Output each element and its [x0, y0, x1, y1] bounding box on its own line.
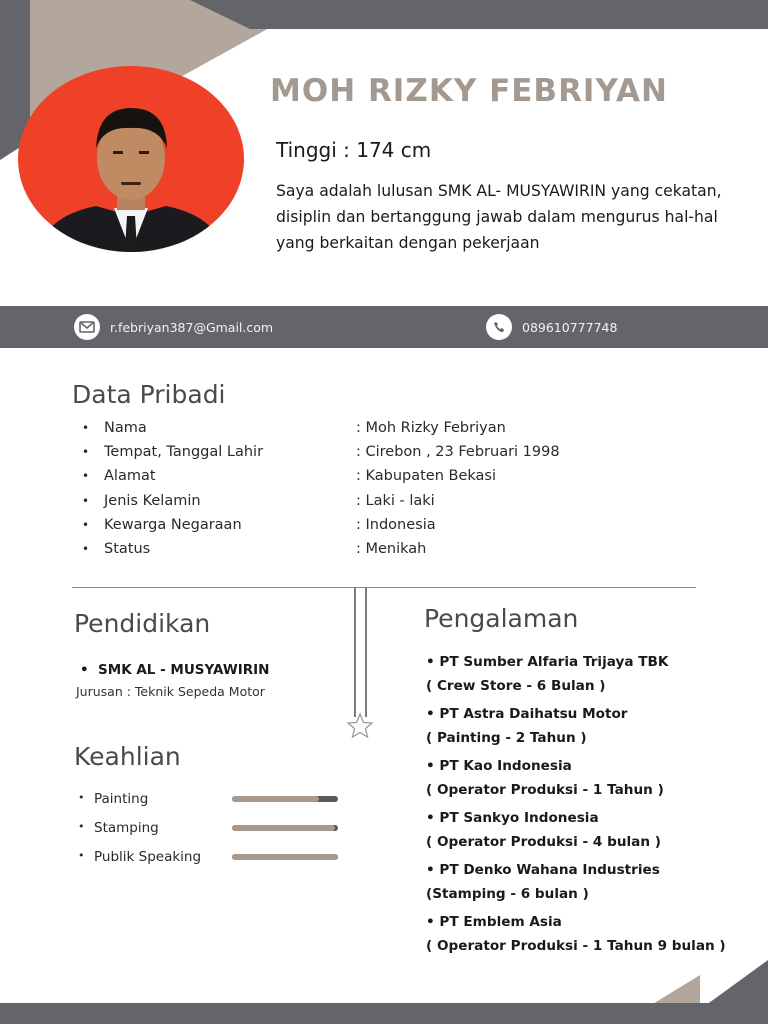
- personal-data-title: Data Pribadi: [72, 380, 226, 409]
- bullet-icon: •: [82, 469, 90, 484]
- profile-photo: [18, 66, 244, 252]
- full-name-heading: MOH RIZKY FEBRIYAN: [270, 73, 668, 109]
- education-major: Jurusan : Teknik Sepeda Motor: [76, 684, 265, 699]
- contact-bar: [0, 306, 768, 348]
- personal-label: Status: [104, 541, 151, 558]
- experience-item: [426, 702, 756, 750]
- experience-company: • PT Astra Daihatsu Motor: [426, 706, 628, 722]
- skill-row: [78, 845, 358, 874]
- phone-text: 089610777748: [522, 319, 618, 335]
- skill-row: [78, 816, 358, 845]
- experience-detail: ( Crew Store - 6 Bulan ): [426, 678, 606, 694]
- skill-name: Stamping: [94, 820, 159, 836]
- experience-company: • PT Sankyo Indonesia: [426, 810, 599, 826]
- phone-contact[interactable]: [486, 306, 617, 348]
- personal-data-list: [82, 416, 682, 561]
- experience-detail: (Stamping - 6 bulan ): [426, 886, 589, 902]
- skill-bar: [232, 825, 338, 831]
- experience-item: [426, 754, 756, 802]
- personal-value: : Menikah: [356, 541, 427, 558]
- bullet-icon: •: [78, 791, 85, 804]
- height-text: Tinggi : 174 cm: [276, 138, 432, 162]
- skill-row: [78, 787, 358, 816]
- personal-row: [82, 537, 682, 561]
- column-divider-right: [365, 587, 367, 717]
- skills-list: [78, 787, 358, 874]
- skills-title: Keahlian: [74, 742, 181, 771]
- personal-label: Nama: [104, 420, 147, 437]
- footer-bar: [0, 1003, 768, 1024]
- personal-row: [82, 464, 682, 488]
- bullet-icon: •: [82, 542, 90, 557]
- profile-summary: Saya adalah lulusan SMK AL- MUSYAWIRIN yang cekatan, disiplin dan bertanggung jawab dalam mengurus hal-hal yang berkaitan dengan pekerjaan: [276, 182, 722, 252]
- experience-list: [426, 650, 756, 962]
- bullet-icon: •: [82, 493, 90, 508]
- personal-value: : Indonesia: [356, 516, 436, 533]
- personal-row: [82, 513, 682, 537]
- skill-bar: [232, 796, 338, 802]
- education-title: Pendidikan: [74, 609, 211, 638]
- person-avatar-icon: [18, 66, 244, 252]
- skill-bar-fill: [232, 796, 319, 802]
- top-right-dark-band: [190, 0, 768, 29]
- skill-bar-fill: [232, 854, 338, 860]
- education-school: [80, 662, 269, 678]
- skill-name: Publik Speaking: [94, 849, 202, 865]
- section-divider: [72, 587, 696, 588]
- skill-bar: [232, 854, 338, 860]
- bullet-icon: •: [82, 517, 90, 532]
- mail-icon: [74, 314, 100, 340]
- whatsapp-icon: [486, 314, 512, 340]
- experience-company: • PT Denko Wahana Industries: [426, 862, 660, 878]
- email-contact[interactable]: [74, 306, 273, 348]
- personal-row: [82, 489, 682, 513]
- experience-company: • PT Emblem Asia: [426, 914, 562, 930]
- experience-detail: ( Painting - 2 Tahun ): [426, 730, 587, 746]
- personal-label: Alamat: [104, 468, 156, 485]
- experience-item: [426, 806, 756, 854]
- experience-detail: ( Operator Produksi - 1 Tahun 9 bulan ): [426, 938, 726, 954]
- bullet-icon: •: [78, 849, 85, 862]
- experience-title: Pengalaman: [424, 604, 579, 633]
- experience-item: [426, 650, 756, 698]
- personal-label: Tempat, Tanggal Lahir: [104, 444, 264, 461]
- personal-label: Jenis Kelamin: [104, 492, 201, 509]
- school-name: SMK AL - MUSYAWIRIN: [98, 662, 270, 678]
- bullet-icon: •: [80, 662, 99, 678]
- email-text: r.febriyan387@Gmail.com: [110, 319, 274, 335]
- personal-value: : Laki - laki: [356, 492, 435, 509]
- column-divider-left: [354, 587, 356, 717]
- experience-company: • PT Kao Indonesia: [426, 758, 572, 774]
- bullet-icon: •: [82, 445, 90, 460]
- skill-name: Painting: [94, 791, 149, 807]
- star-icon: [345, 712, 375, 740]
- personal-value: : Cirebon , 23 Februari 1998: [356, 444, 560, 461]
- personal-value: : Moh Rizky Febriyan: [356, 420, 506, 437]
- bullet-icon: •: [82, 421, 90, 436]
- personal-row: [82, 416, 682, 440]
- personal-label: Kewarga Negaraan: [104, 516, 242, 533]
- personal-value: : Kabupaten Bekasi: [356, 468, 497, 485]
- experience-detail: ( Operator Produksi - 4 bulan ): [426, 834, 661, 850]
- skill-bar-fill: [232, 825, 335, 831]
- experience-item: [426, 858, 756, 906]
- experience-item: [426, 910, 756, 958]
- experience-detail: ( Operator Produksi - 1 Tahun ): [426, 782, 664, 798]
- experience-company: • PT Sumber Alfaria Trijaya TBK: [426, 654, 669, 670]
- bullet-icon: •: [78, 820, 85, 833]
- personal-row: [82, 440, 682, 464]
